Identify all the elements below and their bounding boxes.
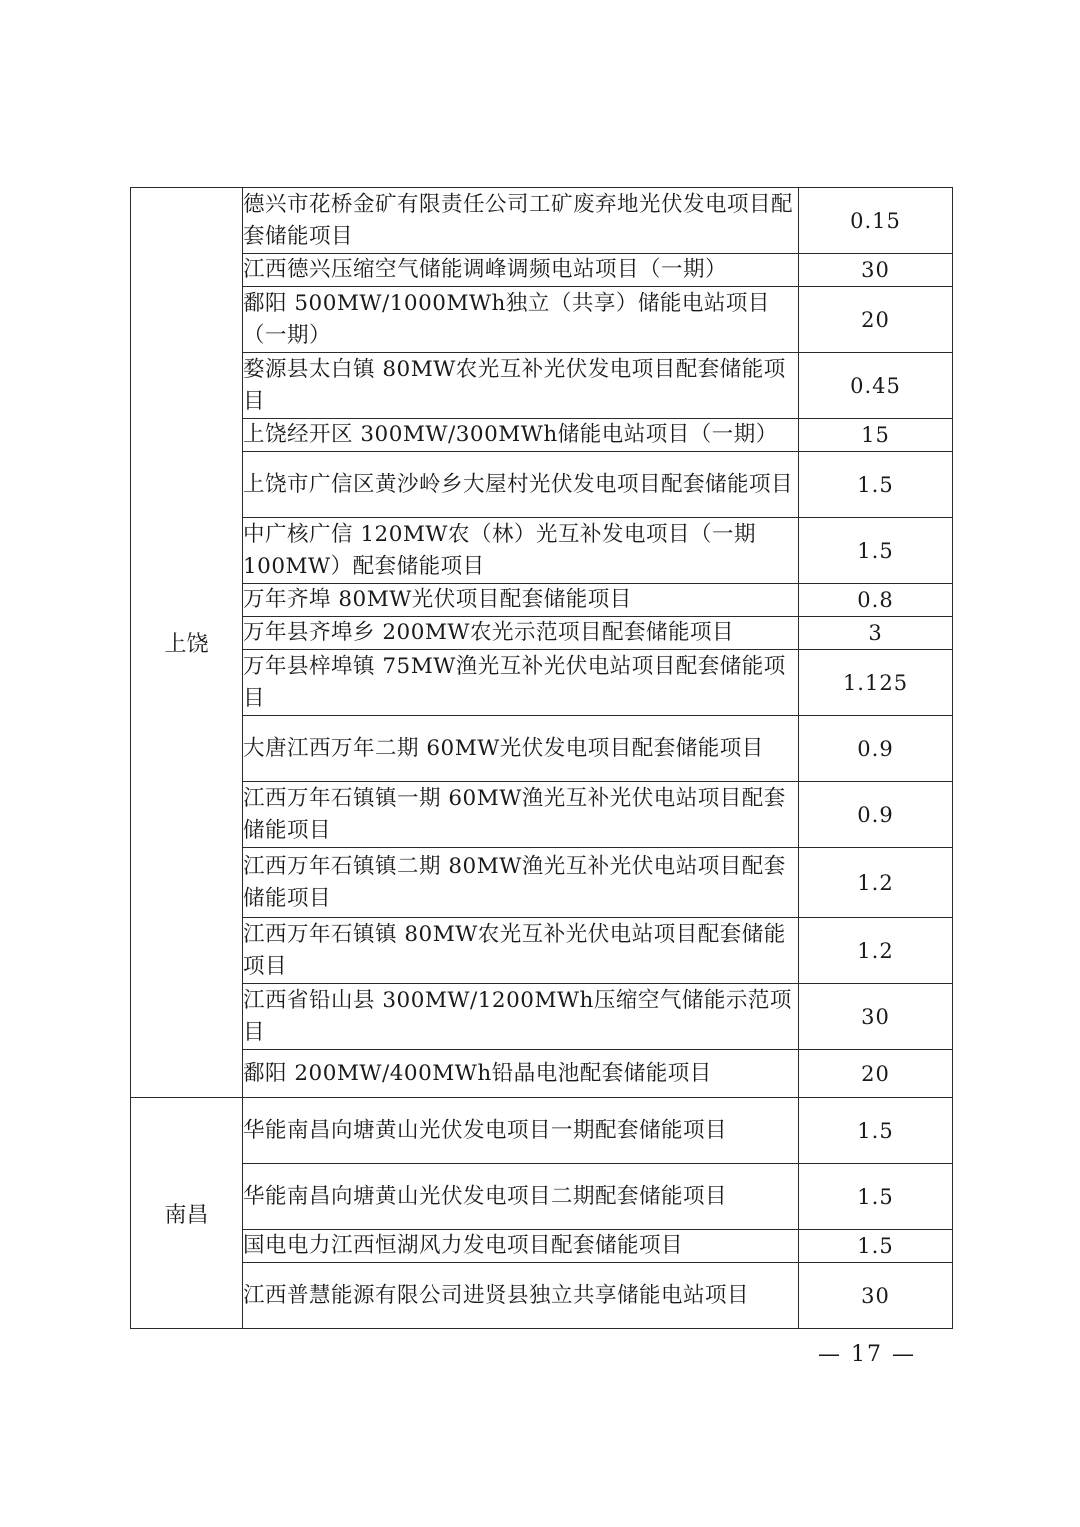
table-row — [131, 782, 953, 848]
table-row — [131, 419, 953, 452]
project-name-cell: 江西万年石镇镇二期 80MW渔光互补光伏电站项目配套储能项目 — [243, 848, 799, 918]
energy-storage-project-table — [130, 187, 953, 1329]
project-name-cell: 鄱阳 200MW/400MWh铅晶电池配套储能项目 — [243, 1050, 799, 1098]
project-name-cell: 华能南昌向塘黄山光伏发电项目一期配套储能项目 — [243, 1098, 799, 1164]
table-row — [131, 716, 953, 782]
table-body — [131, 188, 953, 1329]
value-cell: 1.5 — [799, 1164, 953, 1230]
project-name-cell: 万年县齐埠乡 200MW农光示范项目配套储能项目 — [243, 617, 799, 650]
project-name-cell: 德兴市花桥金矿有限责任公司工矿废弃地光伏发电项目配套储能项目 — [243, 188, 799, 254]
table-row — [131, 617, 953, 650]
project-name-cell: 华能南昌向塘黄山光伏发电项目二期配套储能项目 — [243, 1164, 799, 1230]
region-cell: 上饶 — [131, 188, 243, 1098]
table-row — [131, 1263, 953, 1329]
value-cell: 0.9 — [799, 716, 953, 782]
project-name-cell: 中广核广信 120MW农（林）光互补发电项目（一期 100MW）配套储能项目 — [243, 518, 799, 584]
table-row — [131, 287, 953, 353]
value-cell: 1.5 — [799, 1230, 953, 1263]
project-name-cell: 江西万年石镇镇 80MW农光互补光伏电站项目配套储能项目 — [243, 918, 799, 984]
project-name-cell: 万年齐埠 80MW光伏项目配套储能项目 — [243, 584, 799, 617]
project-name-cell: 婺源县太白镇 80MW农光互补光伏发电项目配套储能项目 — [243, 353, 799, 419]
project-name-cell: 江西万年石镇镇一期 60MW渔光互补光伏电站项目配套储能项目 — [243, 782, 799, 848]
project-name-cell: 大唐江西万年二期 60MW光伏发电项目配套储能项目 — [243, 716, 799, 782]
region-cell: 南昌 — [131, 1098, 243, 1329]
value-cell: 1.5 — [799, 452, 953, 518]
table-row — [131, 918, 953, 984]
table-row — [131, 1164, 953, 1230]
value-cell: 30 — [799, 1263, 953, 1329]
table-row — [131, 1230, 953, 1263]
table-row — [131, 1050, 953, 1098]
page-number: — 17 — — [818, 1342, 916, 1367]
table-row — [131, 254, 953, 287]
value-cell: 20 — [799, 287, 953, 353]
table-row — [131, 452, 953, 518]
table-row — [131, 518, 953, 584]
value-cell: 0.9 — [799, 782, 953, 848]
project-name-cell: 上饶市广信区黄沙岭乡大屋村光伏发电项目配套储能项目 — [243, 452, 799, 518]
value-cell: 1.125 — [799, 650, 953, 716]
project-name-cell: 江西德兴压缩空气储能调峰调频电站项目（一期） — [243, 254, 799, 287]
table-row — [131, 650, 953, 716]
value-cell: 30 — [799, 254, 953, 287]
project-name-cell: 鄱阳 500MW/1000MWh独立（共享）储能电站项目（一期） — [243, 287, 799, 353]
table-row — [131, 848, 953, 918]
value-cell: 0.8 — [799, 584, 953, 617]
value-cell: 1.5 — [799, 518, 953, 584]
project-name-cell: 国电电力江西恒湖风力发电项目配套储能项目 — [243, 1230, 799, 1263]
project-name-cell: 上饶经开区 300MW/300MWh储能电站项目（一期） — [243, 419, 799, 452]
value-cell: 15 — [799, 419, 953, 452]
table-row — [131, 984, 953, 1050]
value-cell: 1.2 — [799, 918, 953, 984]
value-cell: 3 — [799, 617, 953, 650]
table-row — [131, 584, 953, 617]
value-cell: 20 — [799, 1050, 953, 1098]
project-name-cell: 江西省铅山县 300MW/1200MWh压缩空气储能示范项目 — [243, 984, 799, 1050]
project-name-cell: 万年县梓埠镇 75MW渔光互补光伏电站项目配套储能项目 — [243, 650, 799, 716]
project-name-cell: 江西普慧能源有限公司进贤县独立共享储能电站项目 — [243, 1263, 799, 1329]
value-cell: 0.15 — [799, 188, 953, 254]
value-cell: 1.2 — [799, 848, 953, 918]
table-row — [131, 1098, 953, 1164]
table-row — [131, 353, 953, 419]
value-cell: 0.45 — [799, 353, 953, 419]
value-cell: 1.5 — [799, 1098, 953, 1164]
value-cell: 30 — [799, 984, 953, 1050]
table-row — [131, 188, 953, 254]
